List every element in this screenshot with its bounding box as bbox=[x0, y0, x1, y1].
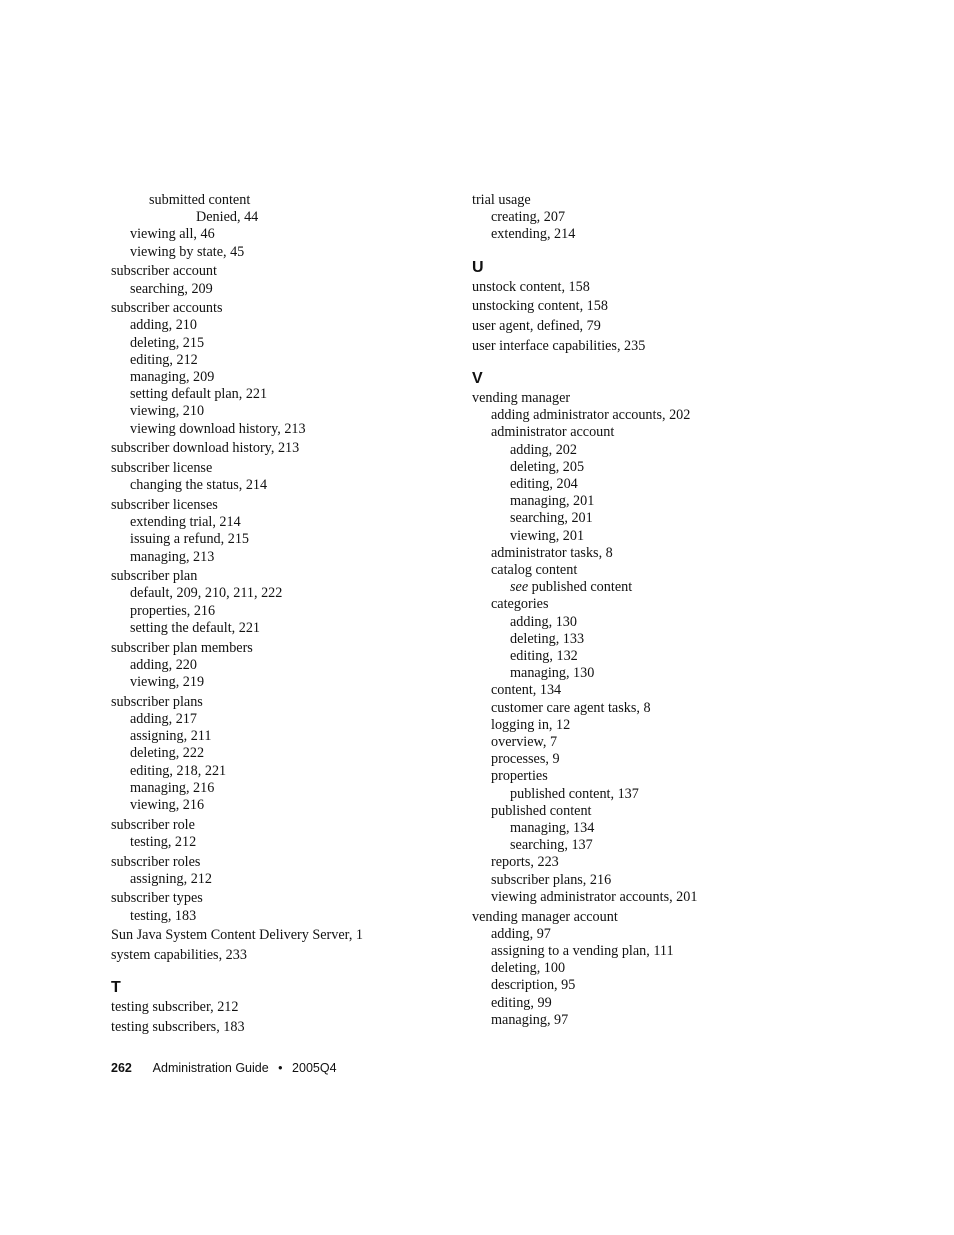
index-entry: testing subscribers, 183 bbox=[111, 1018, 245, 1035]
index-subentry: categories bbox=[491, 596, 549, 613]
index-subentry: deleting, 215 bbox=[130, 334, 205, 351]
page-footer bbox=[111, 1061, 337, 1075]
index-subentry: administrator account bbox=[491, 424, 615, 441]
index-section-letter: V bbox=[472, 369, 483, 387]
index-subentry: adding, 210 bbox=[130, 317, 197, 334]
index-subentry: extending, 214 bbox=[491, 226, 576, 243]
index-subentry: overview, 7 bbox=[491, 733, 558, 750]
index-entry: subscriber roles bbox=[111, 853, 201, 870]
index-subentry: description, 95 bbox=[491, 977, 576, 994]
index-subentry: subscriber plans, 216 bbox=[491, 871, 612, 888]
index-subentry: deleting, 133 bbox=[510, 630, 585, 647]
index-subentry: managing, 216 bbox=[130, 779, 215, 796]
index-subentry: assigning, 211 bbox=[130, 728, 212, 745]
index-entry: unstocking content, 158 bbox=[472, 298, 608, 315]
index-subentry: published content bbox=[491, 802, 592, 819]
index-entry: subscriber plan bbox=[111, 568, 198, 585]
index-subentry: viewing, 201 bbox=[510, 527, 585, 544]
index-entry: vending manager bbox=[472, 389, 571, 406]
index-column-right bbox=[472, 192, 802, 1029]
index-entry: subscriber plan members bbox=[111, 639, 253, 656]
index-subentry: submitted content bbox=[149, 192, 251, 208]
index-subentry: properties bbox=[491, 768, 548, 785]
index-subentry: content, 134 bbox=[491, 682, 562, 699]
index-subentry: testing, 212 bbox=[130, 833, 197, 850]
index-subentry: managing, 213 bbox=[130, 548, 215, 565]
index-entry: trial usage bbox=[472, 192, 531, 208]
index-entry: user agent, defined, 79 bbox=[472, 318, 601, 335]
index-subentry: creating, 207 bbox=[491, 209, 566, 226]
index-subentry: searching, 201 bbox=[510, 510, 593, 527]
index-subentry: reports, 223 bbox=[491, 854, 559, 871]
index-subentry: managing, 209 bbox=[130, 369, 215, 386]
index-subentry: editing, 212 bbox=[130, 351, 198, 368]
index-subentry: issuing a refund, 215 bbox=[130, 531, 250, 548]
index-subentry: Denied, 44 bbox=[196, 209, 259, 226]
index-entry: subscriber role bbox=[111, 816, 195, 833]
index-entry: subscriber plans bbox=[111, 693, 203, 710]
index-entry: subscriber account bbox=[111, 263, 217, 280]
index-subentry: searching, 209 bbox=[130, 280, 213, 297]
index-section-letter: T bbox=[111, 979, 121, 997]
index-subentry: deleting, 205 bbox=[510, 458, 585, 475]
index-subentry: editing, 218, 221 bbox=[130, 762, 227, 779]
index-subentry: default, 209, 210, 211, 222 bbox=[130, 585, 283, 602]
index-subentry: viewing all, 46 bbox=[130, 226, 215, 243]
index-subentry: viewing download history, 213 bbox=[130, 420, 306, 437]
index-subentry: deleting, 222 bbox=[130, 745, 205, 762]
index-subentry: setting the default, 221 bbox=[130, 619, 261, 636]
index-subentry: properties, 216 bbox=[130, 602, 216, 619]
index-subentry: assigning to a vending plan, 111 bbox=[491, 942, 674, 959]
index-section-letter: U bbox=[472, 258, 484, 276]
index-subentry: viewing administrator accounts, 201 bbox=[491, 888, 698, 905]
entry-text: published content bbox=[528, 579, 633, 596]
index-subentry: adding, 202 bbox=[510, 441, 577, 458]
index-subentry: adding, 130 bbox=[510, 613, 577, 630]
index-subentry: administrator tasks, 8 bbox=[491, 544, 613, 561]
index-entry: subscriber accounts bbox=[111, 300, 223, 317]
index-entry: user interface capabilities, 235 bbox=[472, 337, 646, 354]
index-entry: vending manager account bbox=[472, 908, 618, 925]
index-subentry: catalog content bbox=[491, 561, 578, 578]
index-entry: Sun Java System Content Delivery Server, 1 bbox=[111, 927, 364, 944]
index-entry: unstock content, 158 bbox=[472, 278, 590, 295]
footer-bullet: • bbox=[278, 1061, 283, 1075]
index-subentry: published content, 137 bbox=[510, 785, 639, 802]
index-subentry: adding, 220 bbox=[130, 656, 197, 673]
index-subentry: managing, 201 bbox=[510, 493, 595, 510]
index-subentry: editing, 99 bbox=[491, 994, 552, 1011]
index-column-left bbox=[111, 192, 441, 1036]
index-subentry: testing, 183 bbox=[130, 907, 197, 924]
index-subentry: managing, 134 bbox=[510, 820, 595, 836]
index-subentry: processes, 9 bbox=[491, 751, 560, 768]
index-subentry: logging in, 12 bbox=[491, 716, 571, 733]
index-entry: subscriber license bbox=[111, 460, 213, 477]
index-subentry: changing the status, 214 bbox=[130, 477, 268, 494]
index-subentry: extending trial, 214 bbox=[130, 514, 241, 531]
index-subentry: deleting, 100 bbox=[491, 960, 566, 977]
book-title: Administration Guide bbox=[152, 1061, 269, 1075]
index-subentry: customer care agent tasks, 8 bbox=[491, 699, 651, 716]
edition: 2005Q4 bbox=[292, 1061, 337, 1075]
index-entry: system capabilities, 233 bbox=[111, 947, 247, 964]
index-subentry: managing, 130 bbox=[510, 665, 595, 682]
index-subentry: viewing, 216 bbox=[130, 796, 205, 813]
index-entry: subscriber download history, 213 bbox=[111, 440, 300, 457]
index-subentry: viewing, 219 bbox=[130, 673, 205, 690]
index-subentry: viewing by state, 45 bbox=[130, 243, 245, 260]
index-subentry: viewing, 210 bbox=[130, 403, 205, 420]
index-entry: testing subscriber, 212 bbox=[111, 999, 239, 1016]
index-subentry: assigning, 212 bbox=[130, 870, 212, 887]
index-subentry: adding, 97 bbox=[491, 925, 551, 942]
index-subentry: searching, 137 bbox=[510, 837, 593, 854]
index-entry: subscriber licenses bbox=[111, 496, 218, 513]
index-subentry: managing, 97 bbox=[491, 1011, 569, 1028]
index-entry: subscriber types bbox=[111, 890, 203, 907]
see-reference: see bbox=[510, 579, 529, 596]
index-subentry: editing, 204 bbox=[510, 475, 578, 492]
index-subentry: editing, 132 bbox=[510, 647, 578, 664]
index-subentry: setting default plan, 221 bbox=[130, 386, 268, 403]
index-subentry bbox=[472, 579, 802, 596]
page-number: 262 bbox=[111, 1061, 132, 1075]
index-subentry: adding administrator accounts, 202 bbox=[491, 407, 691, 424]
index-subentry: adding, 217 bbox=[130, 710, 197, 727]
